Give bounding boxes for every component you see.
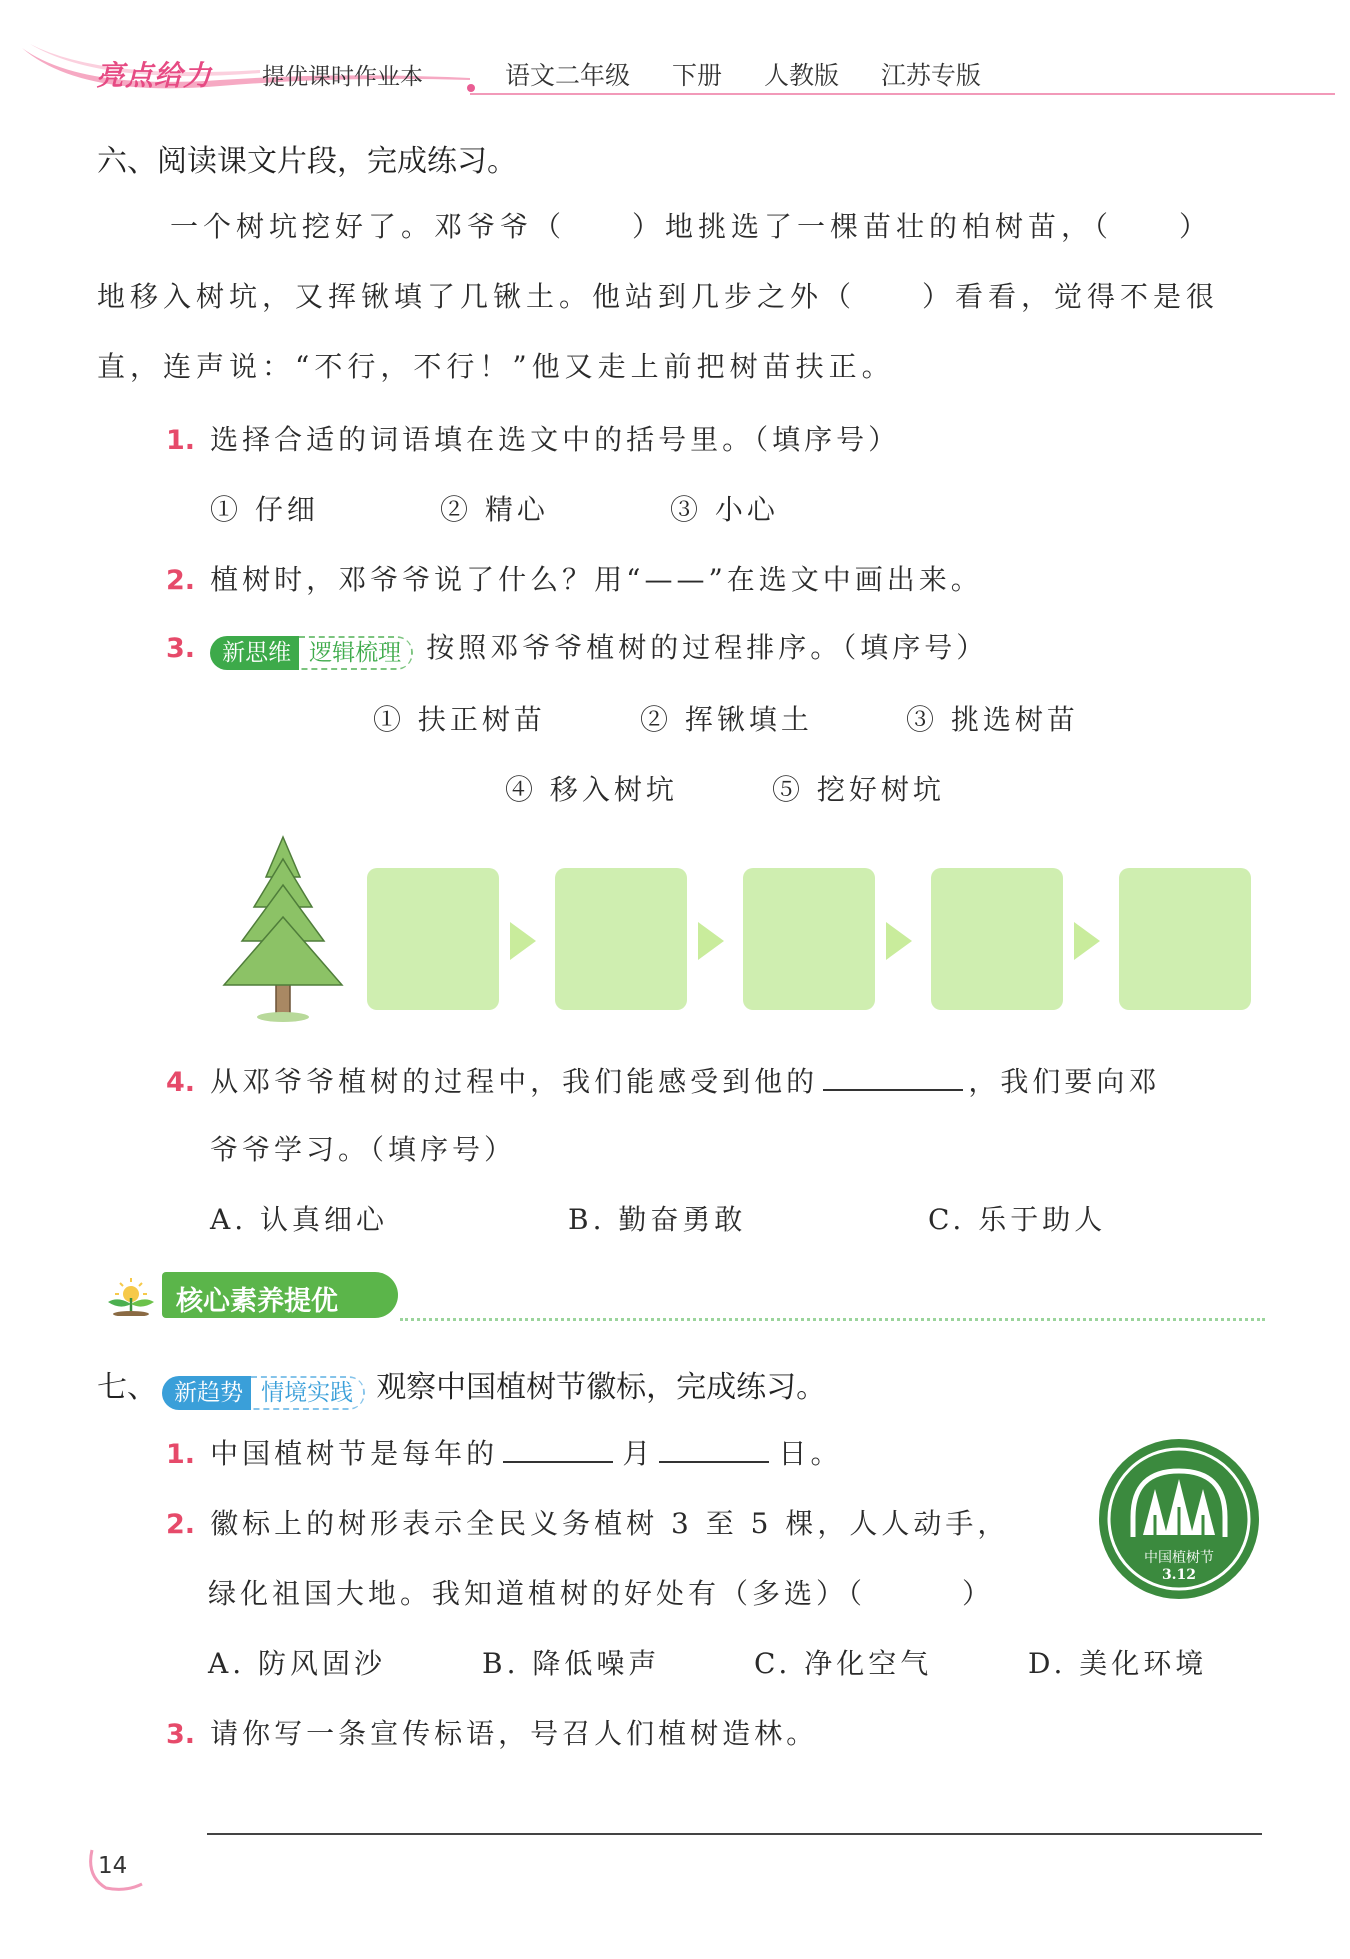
thinking-badge [210,636,413,670]
banner-dotted-rule [400,1318,1265,1321]
meta-publisher: 人教版 [763,61,839,90]
question-6-1 [166,418,900,458]
question-6-3 [166,626,988,670]
section-6-title: 六、阅读课文片段，完成练习。 [97,144,517,179]
q1-option-1: ① 仔细 [210,493,319,526]
passage-line-3: 直，连声说：“不行，不行！”他又走上前把树苗扶正。 [97,350,895,383]
passage-line-1: 一个树坑挖好了。邓爷爷（ ）地挑选了一棵苗壮的柏树苗，（ ） [170,210,1213,243]
pine-tree-illustration [218,835,348,1025]
question-7-3 [166,1712,818,1752]
day-blank[interactable] [659,1461,769,1463]
order-answer-box-2[interactable] [555,868,687,1010]
q4-option-b: B. 勤奋勇敢 [568,1203,747,1236]
badge-main-label: 新思维 [210,636,299,670]
q7-2-option-c: C. 净化空气 [754,1647,933,1680]
month-blank[interactable] [503,1461,613,1463]
question-text: 从邓爷爷植树的过程中，我们能感受到他的 [210,1065,819,1098]
q7-2-option-a: A. 防风固沙 [208,1647,387,1680]
header-rule [470,93,1335,95]
question-text-line-2: 爷爷学习。（填序号） [210,1133,517,1166]
question-text: 徽标上的树形表示全民义务植树 3 至 5 棵，人人动手， [210,1507,1010,1540]
slogan-answer-line[interactable] [207,1833,1262,1835]
section-title-text: 观察中国植树节徽标，完成练习。 [376,1370,827,1405]
meta-volume: 下册 [671,61,722,90]
order-answer-box-4[interactable] [931,868,1063,1010]
question-number: 1. [166,1439,196,1470]
q3-step-2: ② 挥锹填土 [640,703,813,736]
section-prefix: 七、 [97,1370,157,1405]
question-text: 中国植树节是每年的 [210,1437,499,1470]
order-answer-box-3[interactable] [743,868,875,1010]
header-dot [467,84,475,92]
order-answer-box-1[interactable] [367,868,499,1010]
sprout-icon [100,1276,162,1316]
q3-step-5: ⑤ 挖好树坑 [772,773,945,806]
question-text: 按照邓爷爷植树的过程排序。（填序号） [426,631,989,664]
q4-option-c: C. 乐于助人 [928,1203,1107,1236]
arrow-right-icon [1074,922,1100,960]
emblem-date: 3.12 [1161,1567,1197,1583]
question-6-4 [166,1060,1160,1100]
q3-step-3: ③ 挑选树苗 [906,703,1079,736]
question-7-1 [166,1432,843,1472]
brand-logo-text: 亮点给力 [96,59,213,92]
meta-subject: 语文二年级 [505,61,631,90]
badge-sub-label: 情境实践 [251,1376,365,1410]
section-7-title [97,1362,826,1410]
question-number: 3. [166,633,196,664]
arrow-right-icon [886,922,912,960]
passage-line-2: 地移入树坑，又挥锹填了几锹土。他站到几步之外（ ）看看，觉得不是很 [97,280,1220,313]
question-text: 植树时，邓爷爷说了什么？用“——”在选文中画出来。 [210,563,983,596]
q7-2-option-d: D. 美化环境 [1028,1647,1208,1680]
page-number: 14 [98,1853,128,1879]
question-number: 4. [166,1067,196,1098]
q3-step-4: ④ 移入树坑 [505,773,678,806]
question-number: 2. [166,565,196,596]
question-6-2 [166,558,983,598]
arrow-right-icon [698,922,724,960]
trend-badge [162,1376,365,1410]
question-number: 2. [166,1509,196,1540]
question-text-line-2: 绿化祖国大地。我知道植树的好处有（多选）（ ） [208,1577,995,1610]
book-meta [505,56,1015,92]
arbor-day-emblem [1097,1437,1261,1601]
question-number: 3. [166,1719,196,1750]
q4-option-a: A. 认真细心 [210,1203,389,1236]
q1-option-2: ② 精心 [440,493,549,526]
question-text-cont: ，我们要向邓 [968,1065,1161,1098]
day-label: 日。 [778,1437,843,1470]
month-label: 月 [622,1437,655,1470]
badge-main-label: 新趋势 [162,1376,251,1410]
book-subtitle: 提优课时作业本 [262,64,423,90]
q7-2-option-b: B. 降低噪声 [482,1647,661,1680]
emblem-name: 中国植树节 [1144,1550,1214,1566]
question-text: 选择合适的词语填在选文中的括号里。（填序号） [210,423,901,456]
question-text: 请你写一条宣传标语，号召人们植树造林。 [210,1717,819,1750]
badge-sub-label: 逻辑梳理 [299,636,413,670]
arrow-right-icon [510,922,536,960]
core-literacy-label: 核心素养提优 [176,1286,338,1317]
order-answer-box-5[interactable] [1119,868,1251,1010]
answer-blank[interactable] [823,1089,963,1091]
meta-region: 江苏专版 [880,61,981,90]
question-number: 1. [166,425,196,456]
q1-option-3: ③ 小心 [670,493,779,526]
q3-step-1: ① 扶正树苗 [373,703,546,736]
question-7-2 [166,1502,1009,1542]
